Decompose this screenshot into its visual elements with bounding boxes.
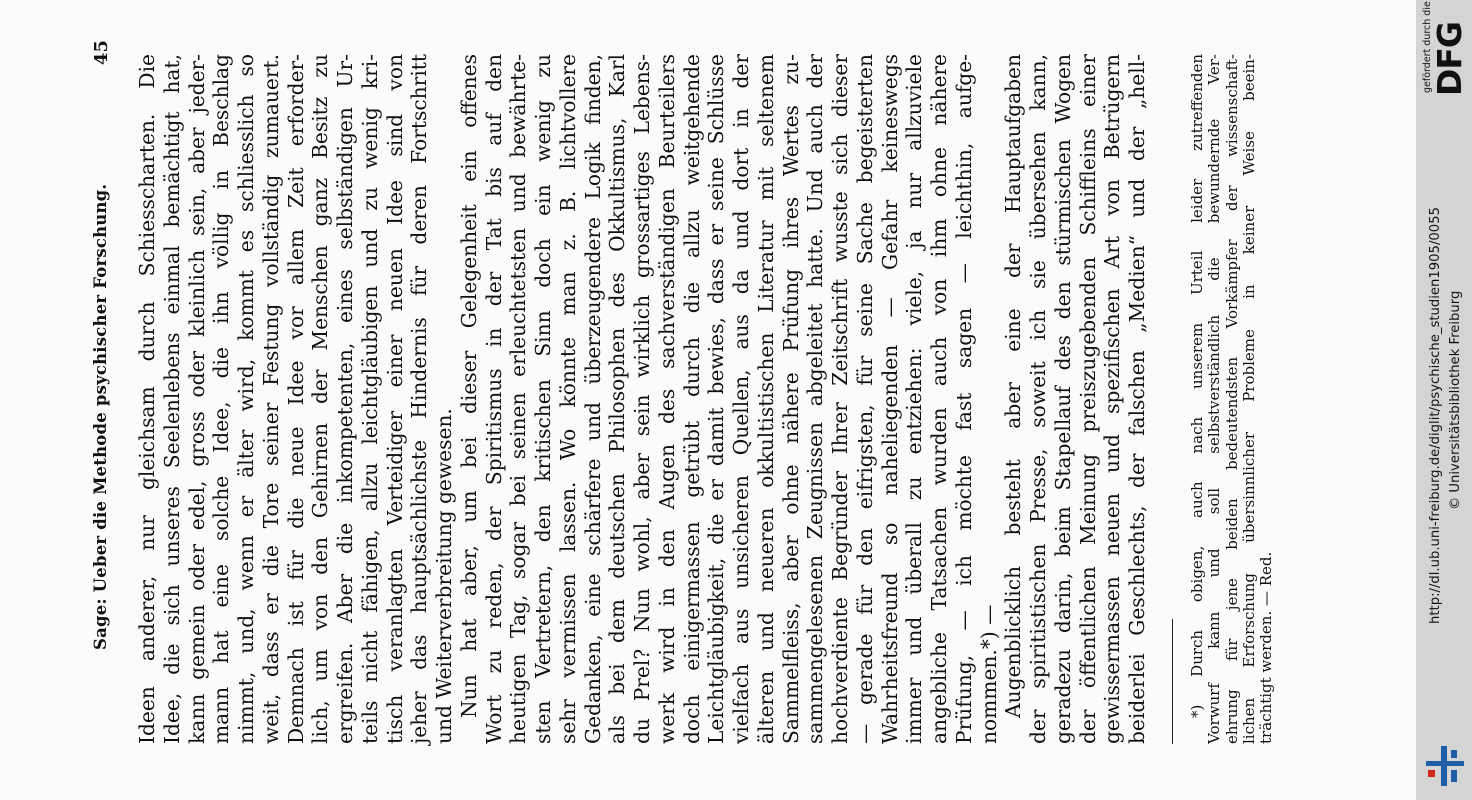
footnote-line: lichen Erforschung übersinnlicher Probleme in keiner Weise beein- <box>1239 54 1258 744</box>
text-line: nommen.*) — <box>976 604 1001 744</box>
text-line: der öffentlichen Meinung preiszugebenden Schiffleins einer <box>1075 54 1100 744</box>
page-number: 45 <box>91 40 112 66</box>
text-line: Prüfung, — ich möchte fast sagen — leichthin, aufge- <box>951 54 976 744</box>
text-line: Leichtgläubigkeit, die er damit bewies, dass er seine Schlüsse <box>704 54 729 744</box>
text-line: doch einigermassen getrübt durch die allzu weitgehende <box>679 54 704 744</box>
viewer-sidebar <box>1416 0 1472 800</box>
footnote-line: trächtigt werden. — Red. <box>1257 551 1276 744</box>
text-line: Nun hat aber, um bei dieser Gelegenheit ein offenes <box>456 54 481 718</box>
text-line: jeher das hauptsächlichste Hindernis für deren Fortschritt <box>407 54 432 744</box>
text-line: hochverdiente Begründer Ihrer Zeitschrift wusste sich dieser <box>828 54 852 744</box>
footnote-line: Vorwurf kann und soll selbstverständlich die bewundernde Ver- <box>1205 54 1224 744</box>
text-line: heutigen Tag, sogar bei seinen erleuchtetsten und bewährte- <box>506 54 531 744</box>
text-line: Idee, die sich unseres Seelenlebens einmal bemächtigt hat, <box>159 54 184 744</box>
text-line: und Weiterverbreitung gewesen. <box>432 408 456 744</box>
body-lines <box>135 54 1150 744</box>
text-line: beiderlei Geschlechts, der falschen „Medien“ und der „hell- <box>1125 54 1149 744</box>
running-header <box>91 40 117 650</box>
text-line: du Prel? Nun wohl, aber sein wirklich grossartiges Lebens- <box>630 54 654 744</box>
text-line: Augenblicklich besteht aber eine der Hauptaufgaben <box>1001 54 1026 718</box>
permalink-url[interactable]: http://dl.ub.uni-freiburg.de/diglit/psychische_studien1905/0055 <box>1428 207 1443 624</box>
text-line: Demnach ist für die neue Idee vor allem Zeit erforder- <box>283 54 308 744</box>
text-line: ergreifen. Aber die inkompetenten, eines selbständigen Ur- <box>333 54 357 744</box>
text-line: lich, um von den Gehirnen der Menschen ganz Besitz zu <box>308 54 333 744</box>
footnote-line: *) Durch obigen, auch nach unserem Urteil leider zutreffenden <box>1187 54 1206 718</box>
ub-freiburg-logo-icon <box>1424 746 1466 786</box>
text-line: Sammelfleiss, aber ohne nähere Prüfung ihres Wertes zu- <box>778 54 803 744</box>
footnote <box>1189 54 1276 744</box>
text-line: mann hat eine solche Idee, die ihn völlig in Beschlag <box>209 54 234 744</box>
text-line: — gerade für den eifrigsten, für seine Sache begeisterten <box>852 54 877 744</box>
text-line: älteren und neueren okkultistischen Literatur mit seltenem <box>753 54 778 744</box>
text-line: teils nicht fähigen, allzu leichtgläubigen und zu wenig kri- <box>357 54 382 744</box>
text-line: tisch veranlagten Verteidiger einer neuen Idee sind von <box>382 54 407 744</box>
text-line: sehr vermissen lassen. Wo könnte man z. B. lichtvollere <box>555 54 580 744</box>
text-line: Wahrheitsfreund so naheliegenden — Gefahr keineswegs <box>877 54 902 744</box>
text-line: weit, dass er die Tore seiner Festung vollständig zumauert. <box>258 54 283 744</box>
text-line: sammengelesenen Zeugnissen abgeleitet hatte. Und auch der <box>803 54 828 744</box>
footnote-rule <box>1172 619 1173 744</box>
funder-note: gefördert durch die <box>1422 1 1433 93</box>
text-line: Wort zu reden, der Spiritismus in der Tat bis auf den <box>481 54 506 744</box>
body-text <box>135 54 1276 744</box>
text-line: geradezu darin, beim Stapellauf des den stürmischen Wogen <box>1050 54 1075 744</box>
text-line: Gedanken, eine schärfere und überzeugendere Logik finden, <box>580 54 605 744</box>
copyright-notice: © Universitätsbibliothek Freiburg <box>1448 290 1463 510</box>
dfg-logo: DFG <box>1430 21 1469 96</box>
text-line: angebliche Tatsachen wurden auch von ihm ohne nähere <box>927 54 951 744</box>
running-header-title: Sage: Ueber die Methode psychischer Forschung. <box>91 183 110 650</box>
text-line: immer und überall zu entziehen: viele, ja nur allzuviele <box>902 54 927 744</box>
text-line: als bei dem deutschen Philosophen des Okkultismus, Karl <box>605 54 630 744</box>
text-line: Ideen anderer, nur gleichsam durch Schiesscharten. Die <box>135 54 159 744</box>
text-line: vielfach aus unsicheren Quellen, aus da und dort in der <box>729 54 753 744</box>
footnote-line: ehrung für jene beiden bedeutendsten Vorkämpfer der wissenschaft- <box>1222 54 1241 744</box>
text-line: werk wird in den Augen des sachverständigen Beurteilers <box>654 54 679 744</box>
text-line: sten Vertretern, den kritischen Sinn doch ein wenig zu <box>531 54 555 744</box>
text-line: gewissermassen neuen und spezifischen Art von Betrügern <box>1100 54 1125 744</box>
text-line: der spiritistischen Presse, soweit ich sie übersehen kann, <box>1026 54 1050 744</box>
text-line: nimmt, und, wenn er älter wird, kommt es schliesslich so <box>234 54 258 744</box>
text-line: kann gemein oder edel, gross oder kleinlich sein, aber jeder- <box>184 54 209 744</box>
